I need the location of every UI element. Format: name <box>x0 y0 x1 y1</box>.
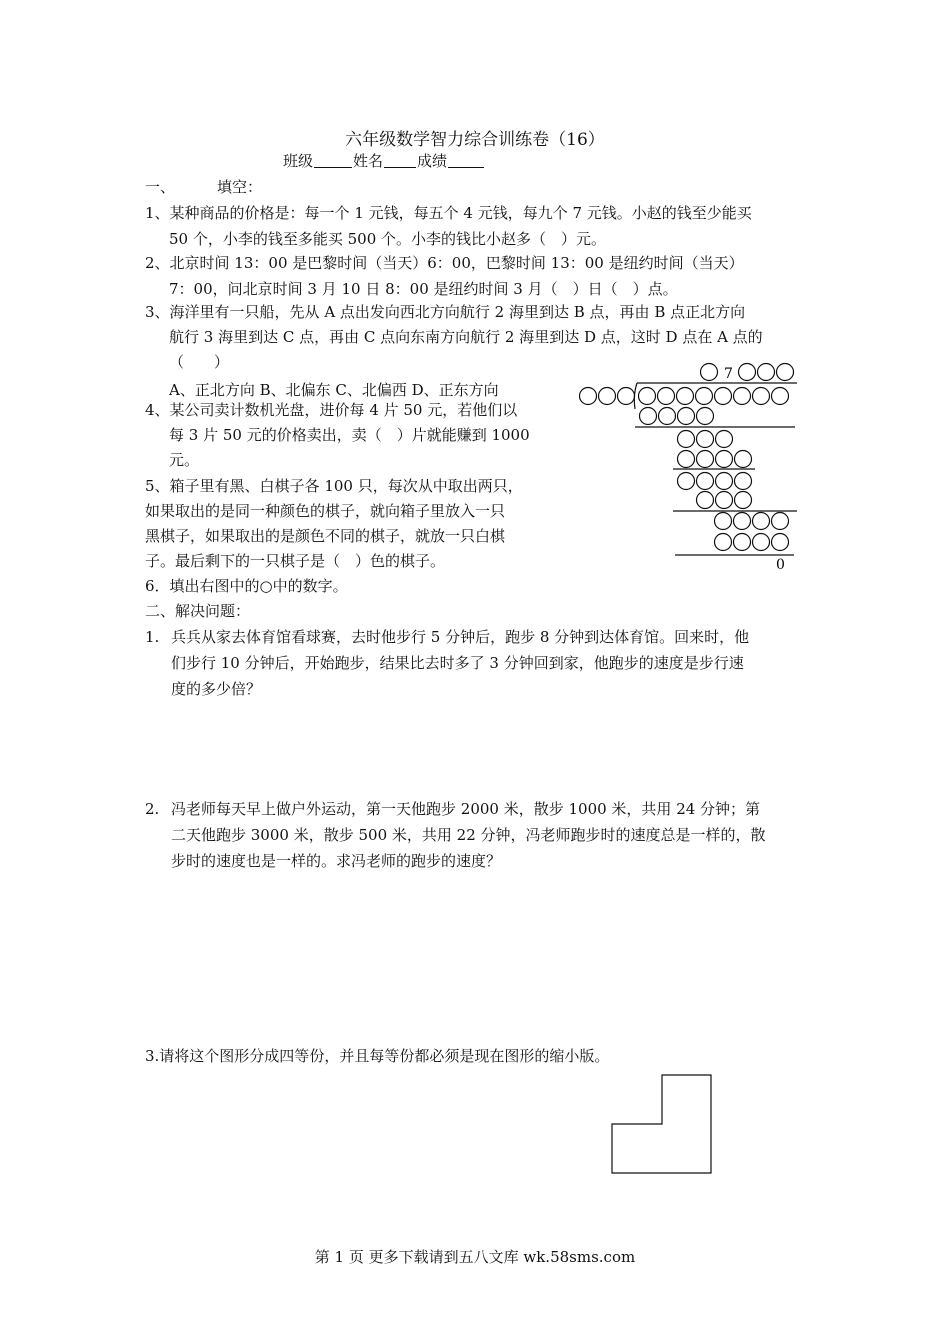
step-digit-circle[interactable] <box>735 492 752 509</box>
step-digit-circle[interactable] <box>716 451 733 468</box>
section2-heading: 二、解决问题： <box>145 602 251 620</box>
step-digit-circle[interactable] <box>735 473 752 490</box>
class-blank[interactable] <box>314 153 352 168</box>
division-bracket-line <box>634 383 637 409</box>
step-digit-circle[interactable] <box>715 513 732 530</box>
step-digit-circle[interactable] <box>678 451 695 468</box>
step-digit-circle[interactable] <box>735 451 752 468</box>
quotient-digit-circle[interactable] <box>777 364 794 381</box>
divisor-digit-circle[interactable] <box>599 388 616 405</box>
question-3-options: A、正北方向 B、北偏东 C、北偏西 D、正东方向 <box>169 381 499 399</box>
step-digit-circle[interactable] <box>772 534 789 551</box>
step-digit-circle[interactable] <box>659 408 676 425</box>
step-digit-circle[interactable] <box>716 473 733 490</box>
score-blank[interactable] <box>448 153 484 168</box>
step-digit-circle[interactable] <box>678 473 695 490</box>
dividend-digit-circle[interactable] <box>677 388 694 405</box>
step-digit-circle[interactable] <box>697 408 714 425</box>
question-5: 5、箱子里有黑、白棋子各 100 只，每次从中取出两只， 如果取出的是同一种颜色的棋子，就向箱子里放入一只 黑棋子，如果取出的是颜色不同的棋子，就放一只白棋 子。最后剩下的一只棋子是（ ）色的棋子。 <box>145 477 523 570</box>
problem-1: 1. 兵兵从家去体育馆看球赛，去时他步行 5 分钟后，跑步 8 分钟到达体育馆。回来时，他 们步行 10 分钟后，开始跑步，结果比去时多了 3 分钟回到家，他跑步的速度是步行速 度的多少倍？ <box>145 628 750 698</box>
dividend-digit-circle[interactable] <box>696 388 713 405</box>
student-info-line <box>283 150 485 171</box>
dividend-digit-circle[interactable] <box>772 388 789 405</box>
question-1: 1、某种商品的价格是：每一个 1 元钱，每五个 4 元钱，每九个 7 元钱。小赵的钱至少能买 50 个，小李的钱至多能买 500 个。小李的钱比小赵多（ ）元。 <box>145 204 752 248</box>
step-digit-circle[interactable] <box>697 492 714 509</box>
step-digit-circle[interactable] <box>678 431 695 448</box>
step-digit-circle[interactable] <box>772 513 789 530</box>
step-digit-circle[interactable] <box>753 513 770 530</box>
name-label: 姓名 <box>353 152 384 170</box>
step-digit-circle[interactable] <box>734 513 751 530</box>
quotient-digit-circle[interactable] <box>739 364 756 381</box>
step-digit-circle[interactable] <box>716 431 733 448</box>
remainder-digit: 0 <box>776 557 785 573</box>
divisor-digit-circle[interactable] <box>580 388 597 405</box>
page-footer: 第 1 页 更多下载请到五八文库 wk.58sms.com <box>314 1248 636 1266</box>
question-3: 3、海洋里有一只船，先从 A 点出发向西北方向航行 2 海里到达 B 点，再由 B 点正北方向 航行 3 海里到达 C 点，再由 C 点向东南方向航行 2 海里到达 D 点，这时 D 点在 A 点的 （ ） A、正北方向 B、北偏东 C、北偏西 D、正东方向 <box>145 300 763 403</box>
quotient-digit-circle[interactable] <box>758 364 775 381</box>
question-6: 6．填出右图中的○中的数字。 <box>145 577 348 595</box>
problem-2: 2. 冯老师每天早上做户外运动，第一天他跑步 2000 米，散步 1000 米，共用 24 分钟；第 二天他跑步 3000 米，散步 500 米，共用 22 分钟，冯老师跑步时的速度总是一样的，散 步时的速度也是一样的。求冯老师的跑步的速度？ <box>145 800 766 870</box>
name-blank[interactable] <box>384 153 416 168</box>
page-title: 六年级数学智力综合训练卷（16） <box>345 130 605 150</box>
step-digit-circle[interactable] <box>734 534 751 551</box>
step-digit-circle[interactable] <box>640 408 657 425</box>
dividend-digit-circle[interactable] <box>734 388 751 405</box>
l-shape-figure <box>610 1074 714 1176</box>
step-digit-circle[interactable] <box>716 492 733 509</box>
score-label: 成绩 <box>417 152 448 170</box>
dividend-digit-circle[interactable] <box>753 388 770 405</box>
question-4: 4、某公司卖计数机光盘，进价每 4 片 50 元，若他们以 每 3 片 50 元的价格卖出，卖（ ）片就能赚到 1000 元。 <box>145 401 530 469</box>
problem-3: 3.请将这个图形分成四等份，并且每等份都必须是现在图形的缩小版。 <box>145 1047 610 1065</box>
dividend-digit-circle[interactable] <box>639 388 656 405</box>
dividend-digit-circle[interactable] <box>658 388 675 405</box>
step-digit-circle[interactable] <box>753 534 770 551</box>
quotient-digit-circle[interactable] <box>701 364 718 381</box>
quotient-digit: 7 <box>724 366 733 382</box>
step-digit-circle[interactable] <box>697 473 714 490</box>
division-puzzle-figure <box>575 355 805 577</box>
question-2: 2、北京时间 13：00 是巴黎时间（当天）6：00，巴黎时间 13：00 是纽约时间（当天） 7：00，问北京时间 3 月 10 日 8：00 是纽约时间 3 月（ ）日（ ）点。 <box>145 254 744 298</box>
step-digit-circle[interactable] <box>678 408 695 425</box>
class-label: 班级 <box>283 152 314 170</box>
dividend-digit-circle[interactable] <box>715 388 732 405</box>
step-digit-circle[interactable] <box>697 451 714 468</box>
step-digit-circle[interactable] <box>715 534 732 551</box>
divisor-digit-circle[interactable] <box>618 388 635 405</box>
section1-heading: 一、 填空： <box>145 178 263 196</box>
step-digit-circle[interactable] <box>697 431 714 448</box>
